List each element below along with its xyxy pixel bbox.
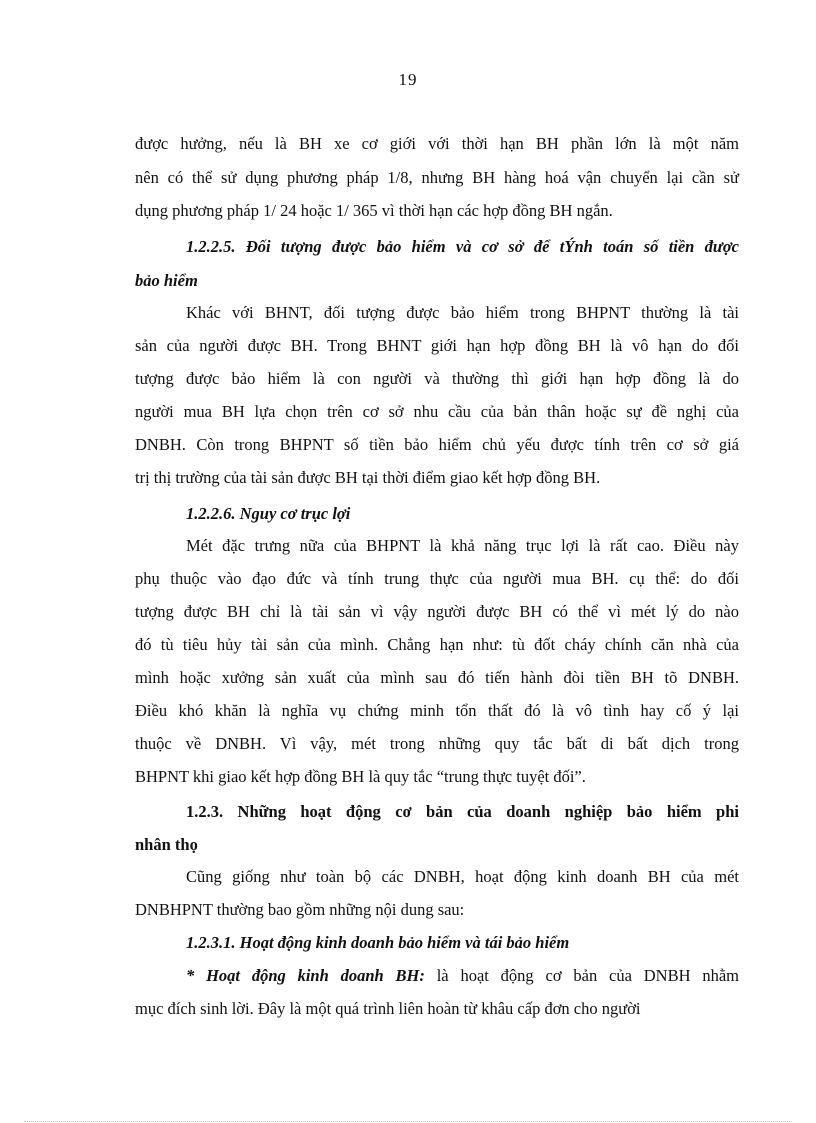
paragraph-line: đó tù tiêu hủy tài sản của mình. Chẳng hạn như: tù đốt cháy chính căn nhà của: [135, 635, 739, 654]
paragraph-line: người mua BH lựa chọn trên cơ sở nhu cầu của bản thân hoặc sự đề nghị của: [135, 402, 739, 421]
paragraph-line: mục đích sinh lời. Đây là một quá trình liên hoàn từ khâu cấp đơn cho người: [135, 999, 641, 1018]
paragraph-line: Cũng giống như toàn bộ các DNBH, hoạt động kinh doanh BH của mét: [186, 867, 739, 886]
section-heading-1-2-2-6: 1.2.2.6. Nguy cơ trục lợi: [186, 504, 351, 523]
paragraph-line: Khác với BHNT, đối tượng được bảo hiểm trong BHPNT thường là tài: [186, 303, 739, 322]
section-heading-1-2-3-1: 1.2.3.1. Hoạt động kinh doanh bảo hiểm và tái bảo hiểm: [186, 933, 570, 952]
section-heading-1-2-2-5: 1.2.2.5. Đối tượng được bảo hiểm và cơ sở để tÝnh toán số tiền được: [186, 237, 739, 256]
paragraph-line: Điều khó khăn là nghĩa vụ chứng minh tổn thất đó là vô tình hay cố ý lại: [135, 701, 739, 720]
section-heading-1-2-2-5-cont: bảo hiểm: [135, 271, 198, 290]
paragraph-line: mình hoặc xưởng sản xuất của mình sau đó tiến hành đòi tiền BH tõ DNBH.: [135, 668, 739, 687]
paragraph-line: sản của người được BH. Trong BHNT giới hạn hợp đồng BH là vô hạn do đối: [135, 336, 739, 355]
paragraph-line: được hưởng, nếu là BH xe cơ giới với thời hạn BH phần lớn là một năm: [135, 134, 739, 153]
paragraph-line: BHPNT khi giao kết hợp đồng BH là quy tắc “trung thực tuyệt đối”.: [135, 767, 586, 786]
paragraph-line: dụng phương pháp 1/ 24 hoặc 1/ 365 vì thời hạn các hợp đồng BH ngắn.: [135, 201, 613, 220]
paragraph-line: DNBH. Còn trong BHPNT số tiền bảo hiểm chủ yếu được tính trên cơ sở giá: [135, 435, 739, 454]
page-number: 19: [398, 70, 418, 89]
paragraph-line: [186, 966, 739, 986]
paragraph-line: DNBHPNT thường bao gồm những nội dung sau:: [135, 900, 465, 919]
paragraph-line: tượng được BH chỉ là tài sản vì vậy người được BH có thể vì mét lý do nào: [135, 602, 739, 621]
section-heading-1-2-3-cont: nhân thọ: [135, 835, 198, 854]
paragraph-line: tượng được bảo hiểm là con người và thường thì giới hạn hợp đồng là do: [135, 369, 739, 388]
paragraph-line: nên có thể sử dụng phương pháp 1/8, nhưng BH hàng hoá vận chuyển lại cần sử: [135, 168, 739, 187]
paragraph-line: thuộc về DNBH. Vì vậy, mét trong những quy tắc bất di bất dịch trong: [135, 734, 739, 753]
paragraph-line: Mét đặc trưng nữa của BHPNT là khả năng trục lợi là rất cao. Điều này: [186, 536, 739, 555]
paragraph-line: phụ thuộc vào đạo đức và tính trung thực của người mua BH. cụ thể: do đối: [135, 569, 739, 588]
paragraph-line: trị thị trường của tài sản được BH tại thời điểm giao kết hợp đồng BH.: [135, 468, 601, 487]
term-definition: là hoạt động cơ bản của DNBH nhằm: [424, 966, 739, 985]
page-bottom-divider: [24, 1121, 792, 1122]
section-heading-1-2-3: 1.2.3. Những hoạt động cơ bản của doanh nghiệp bảo hiểm phi: [186, 802, 739, 821]
term-label: * Hoạt động kinh doanh BH:: [186, 966, 425, 985]
